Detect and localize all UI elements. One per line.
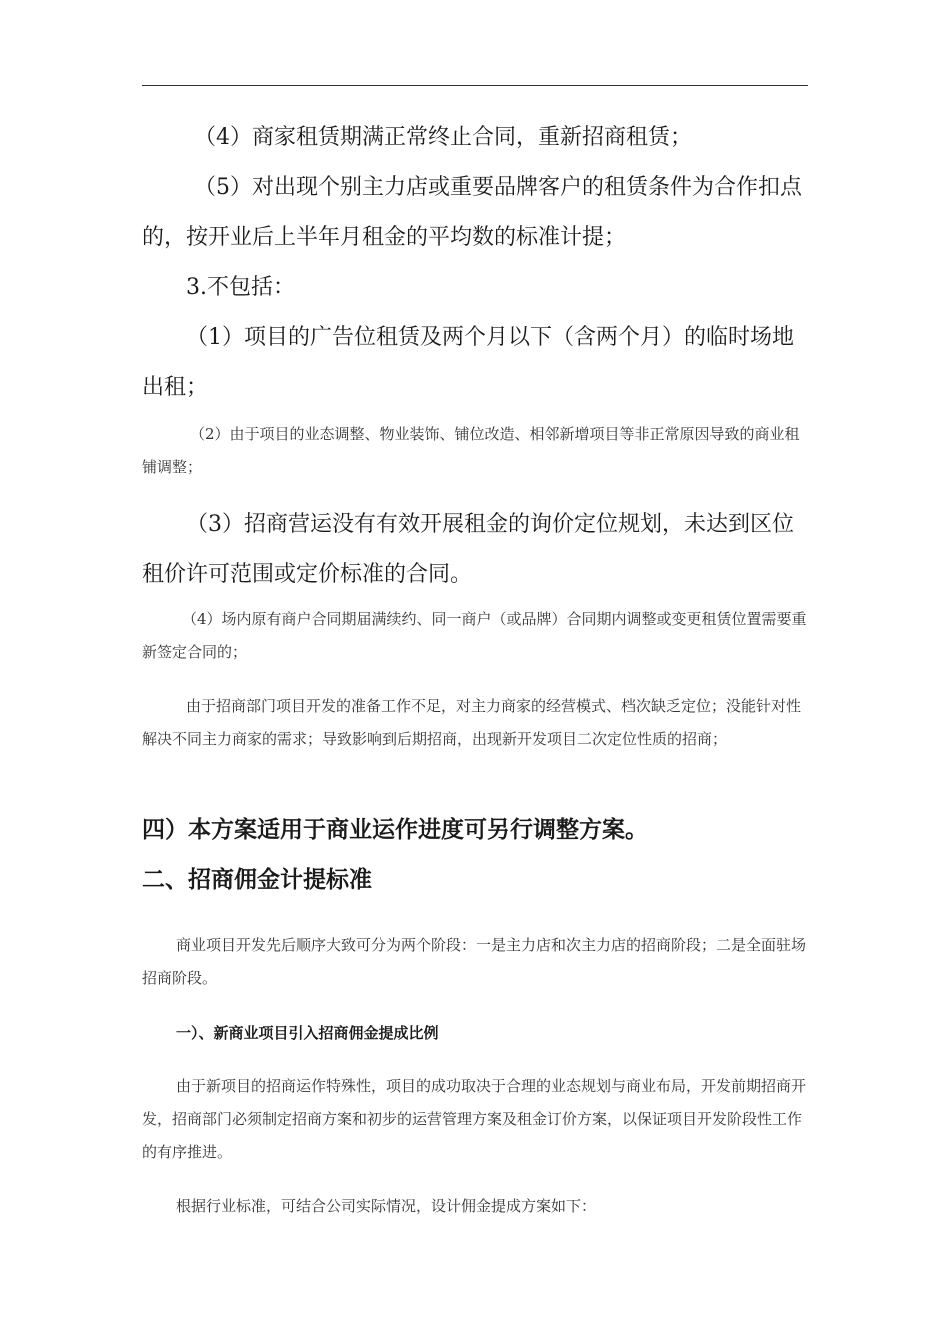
scheme-intro-paragraph: 根据行业标准，可结合公司实际情况，设计佣金提成方案如下：: [176, 1197, 597, 1215]
exclusion-note: 由于招商部门项目开发的准备工作不足，对主力商家的经营模式、档次缺乏定位；没能针对性解决不同主力商家的需求；导致影响到后期招商，出现新开发项目二次定位性质的招商；: [142, 697, 802, 748]
header-rule: [142, 85, 808, 86]
exclusion-item-3: （3）招商营运没有有效开展租金的询价定位规划，未达到区位租价许可范围或定价标准的合同。: [142, 512, 794, 587]
subheading-new-project: 一）、新商业项目引入招商佣金提成比例: [176, 1024, 439, 1042]
section-heading-4: 四）本方案适用于商业运作进度可另行调整方案。: [142, 817, 648, 843]
new-project-paragraph: 由于新项目的招商运作特殊性，项目的成功取决于合理的业态规划与商业布局，开发前期招商开发，招商部门必须制定招商方案和初步的运营管理方案及租金订价方案，以保证项目开发阶段性工作的有序推进。: [142, 1077, 807, 1161]
stages-paragraph: 商业项目开发先后顺序大致可分为两个阶段：一是主力店和次主力店的招商阶段；二是全面驻场招商阶段。: [142, 936, 807, 987]
exclusion-item-4: （4）场内原有商户合同期届满续约、同一商户（或品牌）合同期内调整或变更租赁位置需要重新签定合同的；: [142, 610, 807, 661]
section-heading-commission: 二、招商佣金计提标准: [142, 867, 372, 893]
section-exclusions-label: 3.不包括：: [186, 275, 295, 300]
exclusion-item-1: （1）项目的广告位租赁及两个月以下（含两个月）的临时场地出租；: [142, 325, 794, 400]
paragraph-item-5: （5）对出现个别主力店或重要品牌客户的租赁条件为合作扣点的，按开业后上半年月租金的平均数的标准计提；: [142, 175, 802, 250]
paragraph-item-4: （4）商家租赁期满正常终止合同，重新招商租赁；: [194, 125, 692, 150]
exclusion-item-2: （2）由于项目的业态调整、物业装饰、铺位改造、相邻新增项目等非正常原因导致的商业租铺调整；: [142, 425, 800, 476]
